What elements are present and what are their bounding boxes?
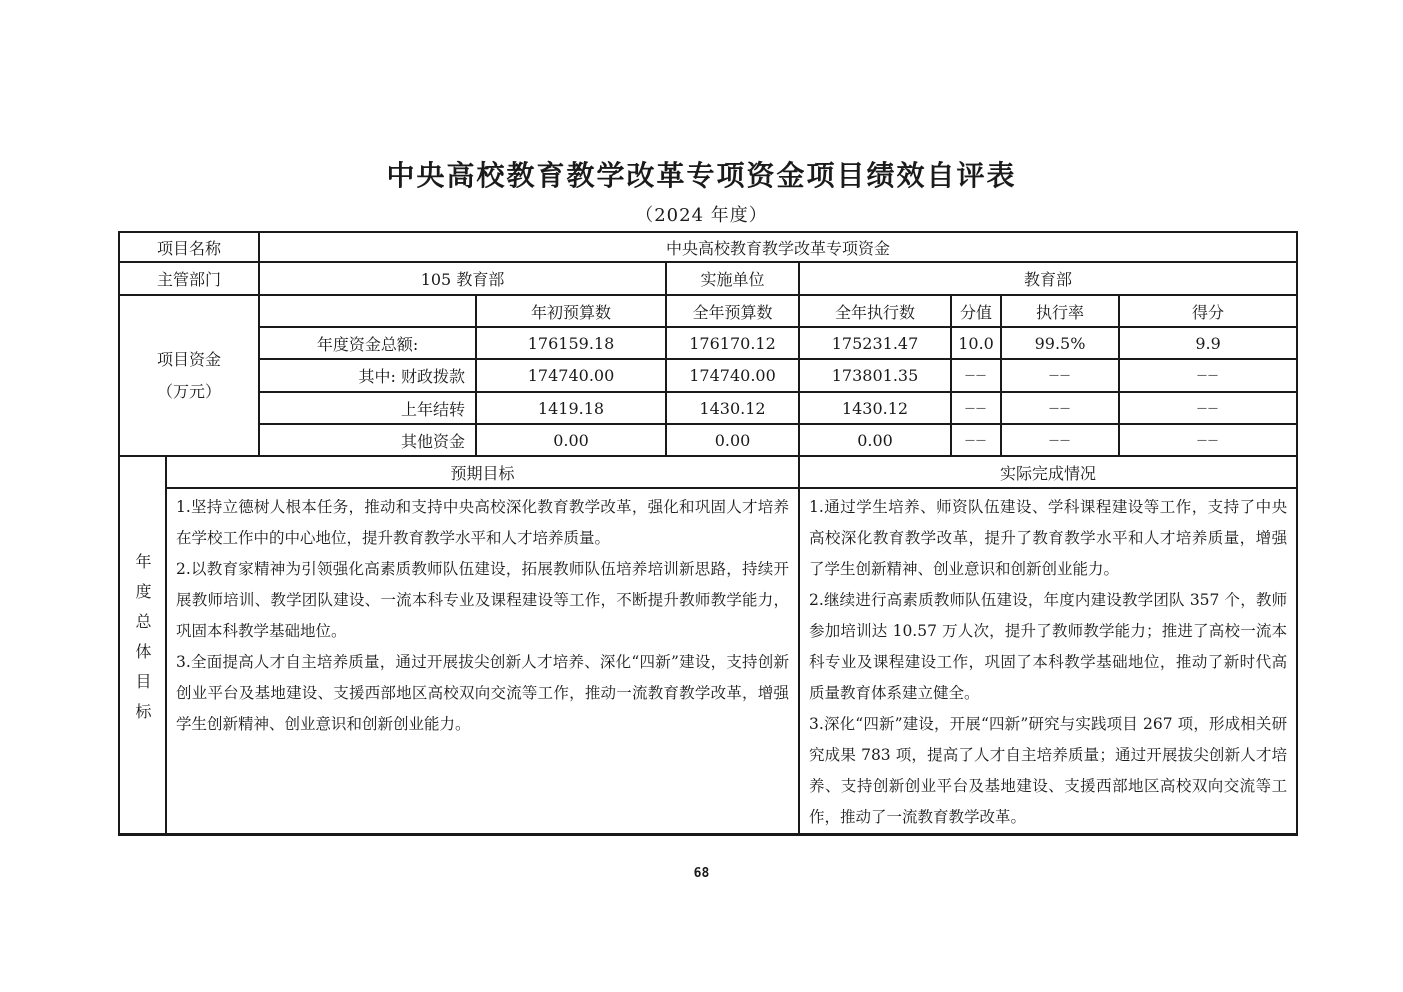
fund-cell-points: —— [951,392,1001,424]
actual-completion-item: 1.通过学生培养、师资队伍建设、学科课程建设等工作，支持了中央高校深化教育教学改革，提升了教育教学水平和人才培养质量，增强了学生创新精神、创业意识和创新创业能力。 [809,498,1288,578]
actual-completion-item: 3.深化“四新”建设，开展“四新”研究与实践项目 267 项，形成相关研究成果 783 项，提高了人才自主培养质量；通过开展拔尖创新人才培养、支持创新创业平台及基地建设、支援西部地区高校双向交流等工作，推动了一流教育教学改革。 [809,715,1288,826]
fund-header-exec-rate: 执行率 [1001,295,1119,327]
impl-unit-value: 教育部 [799,262,1297,295]
self-evaluation-table [118,231,1298,836]
annual-goals-section-label: 年度总体目标 [133,553,152,733]
expected-goal-item: 1.坚持立德树人根本任务，推动和支持中央高校深化教育教学改革，强化和巩固人才培养在学校工作中的中心地位，提升教育教学水平和人才培养质量。 [176,498,790,547]
fund-header-score: 得分 [1119,295,1297,327]
project-name-row [119,232,1297,262]
fund-section-label [119,295,259,456]
expected-goal-item: 3.全面提高人才自主培养质量，通过开展拔尖创新人才培养、深化“四新”建设，支持创新创业平台及基地建设、支援西部地区高校双向交流等工作，推动一流教育教学改革，增强学生创新精神、创业意识和创新创业能力。 [176,653,790,733]
supervisor-dept-value: 105 教育部 [259,262,666,295]
document-title: 中央高校教育教学改革专项资金项目绩效自评表 [386,159,1017,192]
supervisor-dept-label: 主管部门 [119,262,259,295]
goals-header-row [119,456,1297,488]
fund-header-row [119,295,1297,327]
actual-completion-content [799,488,1297,835]
fund-header-executed: 全年执行数 [799,295,951,327]
fund-cell-executed: 1430.12 [799,392,951,424]
project-name-label: 项目名称 [119,232,259,262]
fund-row-label: 其中: 财政拨款 [259,359,476,392]
fund-cell-score: —— [1119,424,1297,456]
fund-cell-points: —— [951,424,1001,456]
fund-cell-points: 10.0 [951,327,1001,359]
fund-header-full-year-budget: 全年预算数 [666,295,799,327]
fund-cell-initial-budget: 174740.00 [476,359,666,392]
annual-goals-section-label-cell [119,456,166,835]
fund-row-label: 其他资金 [259,424,476,456]
goals-content-row [119,488,1297,835]
fund-section-label-line1: 项目资金 [157,349,222,369]
fund-cell-score: —— [1119,359,1297,392]
fund-cell-executed: 173801.35 [799,359,951,392]
actual-completion-header: 实际完成情况 [799,456,1297,488]
project-name-value: 中央高校教育教学改革专项资金 [259,232,1297,262]
fund-cell-exec-rate: —— [1001,359,1119,392]
fund-cell-full-year-budget: 0.00 [666,424,799,456]
fund-header-points: 分值 [951,295,1001,327]
fund-cell-full-year-budget: 1430.12 [666,392,799,424]
fund-cell-initial-budget: 1419.18 [476,392,666,424]
fund-cell-score: 9.9 [1119,327,1297,359]
fund-cell-full-year-budget: 174740.00 [666,359,799,392]
fund-cell-initial-budget: 176159.18 [476,327,666,359]
expected-goals-content [166,488,799,835]
fund-row-other [119,424,1297,456]
impl-unit-label: 实施单位 [666,262,799,295]
fund-row-total [119,327,1297,359]
expected-goals-header: 预期目标 [166,456,799,488]
fund-cell-full-year-budget: 176170.12 [666,327,799,359]
fund-row-carryover [119,392,1297,424]
fund-cell-exec-rate: —— [1001,424,1119,456]
department-row [119,262,1297,295]
fund-row-label: 上年结转 [259,392,476,424]
fund-section-label-line2: （万元） [157,381,222,401]
fund-header-empty [259,295,476,327]
actual-completion-item: 2.继续进行高素质教师队伍建设，年度内建设教学团队 357 个，教师参加培训达 10.57 万人次，提升了教师教学能力；推进了高校一流本科专业及课程建设工作，巩固了本科教学基础地位，推动了新时代高质量教育体系建立健全。 [809,591,1288,702]
fund-cell-exec-rate: —— [1001,392,1119,424]
fund-header-initial-budget: 年初预算数 [476,295,666,327]
fund-cell-initial-budget: 0.00 [476,424,666,456]
expected-goal-item: 2.以教育家精神为引领强化高素质教师队伍建设，拓展教师队伍培养培训新思路，持续开展教师培训、教学团队建设、一流本科专业及课程建设等工作，不断提升教师教学能力，巩固本科教学基础地位。 [176,560,790,640]
fund-cell-exec-rate: 99.5% [1001,327,1119,359]
fund-row-label: 年度资金总额: [259,327,476,359]
fund-cell-points: —— [951,359,1001,392]
fund-row-fiscal [119,359,1297,392]
fund-cell-executed: 0.00 [799,424,951,456]
fund-cell-executed: 175231.47 [799,327,951,359]
page-number: 68 [693,866,710,881]
fund-cell-score: —— [1119,392,1297,424]
document-subtitle: （2024 年度） [635,205,768,226]
